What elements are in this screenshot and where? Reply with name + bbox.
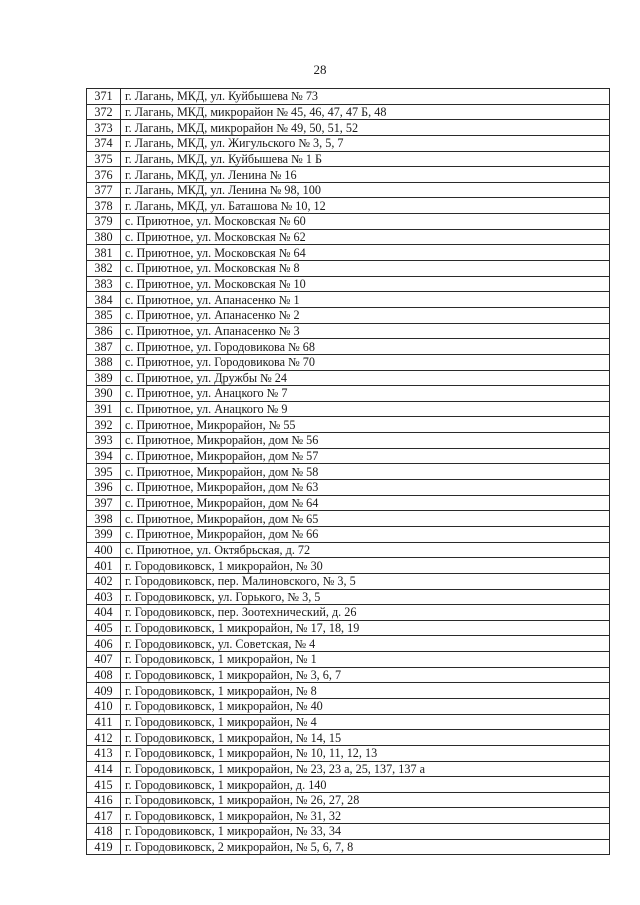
row-number: 396	[87, 480, 121, 496]
row-number: 412	[87, 730, 121, 746]
address-table-body	[87, 89, 610, 855]
address-cell: г. Городовиковск, 1 микрорайон, № 23, 23 а, 25, 137, 137 а	[121, 761, 610, 777]
table-row	[87, 792, 610, 808]
table-row	[87, 698, 610, 714]
row-number: 381	[87, 245, 121, 261]
row-number: 392	[87, 417, 121, 433]
row-number: 407	[87, 652, 121, 668]
row-number: 378	[87, 198, 121, 214]
address-cell: г. Городовиковск, 1 микрорайон, № 30	[121, 558, 610, 574]
row-number: 371	[87, 89, 121, 105]
address-cell: г. Городовиковск, 1 микрорайон, д. 140	[121, 777, 610, 793]
table-row	[87, 417, 610, 433]
address-cell: г. Городовиковск, 1 микрорайон, № 1	[121, 652, 610, 668]
row-number: 393	[87, 433, 121, 449]
table-row	[87, 354, 610, 370]
table-row	[87, 292, 610, 308]
address-cell: г. Городовиковск, 1 микрорайон, № 8	[121, 683, 610, 699]
address-cell: г. Городовиковск, 1 микрорайон, № 26, 27, 28	[121, 792, 610, 808]
table-row	[87, 167, 610, 183]
table-row	[87, 182, 610, 198]
row-number: 376	[87, 167, 121, 183]
address-cell: с. Приютное, ул. Дружбы № 24	[121, 370, 610, 386]
address-cell: г. Лагань, МКД, ул. Ленина № 98, 100	[121, 182, 610, 198]
address-cell: г. Городовиковск, ул. Горького, № 3, 5	[121, 589, 610, 605]
row-number: 418	[87, 824, 121, 840]
table-row	[87, 245, 610, 261]
table-row	[87, 120, 610, 136]
row-number: 404	[87, 605, 121, 621]
table-row	[87, 636, 610, 652]
row-number: 386	[87, 323, 121, 339]
address-cell: с. Приютное, ул. Московская № 10	[121, 276, 610, 292]
row-number: 410	[87, 698, 121, 714]
row-number: 391	[87, 401, 121, 417]
address-cell: с. Приютное, ул. Апанасенко № 3	[121, 323, 610, 339]
table-row	[87, 135, 610, 151]
table-row	[87, 808, 610, 824]
table-row	[87, 558, 610, 574]
table-row	[87, 761, 610, 777]
row-number: 389	[87, 370, 121, 386]
address-cell: с. Приютное, ул. Анацкого № 9	[121, 401, 610, 417]
row-number: 374	[87, 135, 121, 151]
row-number: 377	[87, 182, 121, 198]
address-cell: г. Городовиковск, 1 микрорайон, № 4	[121, 714, 610, 730]
table-row	[87, 198, 610, 214]
address-cell: г. Лагань, МКД, ул. Куйбышева № 1 Б	[121, 151, 610, 167]
row-number: 383	[87, 276, 121, 292]
table-row	[87, 605, 610, 621]
address-table	[86, 88, 610, 855]
row-number: 385	[87, 307, 121, 323]
table-row	[87, 542, 610, 558]
table-row	[87, 824, 610, 840]
row-number: 388	[87, 354, 121, 370]
address-cell: с. Приютное, Микрорайон, дом № 64	[121, 495, 610, 511]
table-row	[87, 480, 610, 496]
address-cell: г. Лагань, МКД, ул. Ленина № 16	[121, 167, 610, 183]
address-cell: с. Приютное, ул. Анацкого № 7	[121, 386, 610, 402]
table-row	[87, 214, 610, 230]
row-number: 398	[87, 511, 121, 527]
table-row	[87, 683, 610, 699]
address-cell: с. Приютное, Микрорайон, дом № 66	[121, 526, 610, 542]
row-number: 411	[87, 714, 121, 730]
address-cell: г. Городовиковск, 1 микрорайон, № 40	[121, 698, 610, 714]
address-cell: с. Приютное, ул. Октябрьская, д. 72	[121, 542, 610, 558]
row-number: 409	[87, 683, 121, 699]
address-cell: г. Лагань, МКД, микрорайон № 45, 46, 47, 47 Б, 48	[121, 104, 610, 120]
table-row	[87, 151, 610, 167]
address-cell: г. Городовиковск, 1 микрорайон, № 3, 6, 7	[121, 667, 610, 683]
address-cell: г. Лагань, МКД, ул. Жигульского № 3, 5, 7	[121, 135, 610, 151]
table-row	[87, 652, 610, 668]
row-number: 379	[87, 214, 121, 230]
row-number: 399	[87, 526, 121, 542]
address-cell: с. Приютное, Микрорайон, № 55	[121, 417, 610, 433]
table-row	[87, 464, 610, 480]
address-cell: г. Городовиковск, 2 микрорайон, № 5, 6, 7, 8	[121, 839, 610, 855]
table-row	[87, 730, 610, 746]
table-row	[87, 573, 610, 589]
table-row	[87, 839, 610, 855]
table-row	[87, 401, 610, 417]
address-cell: с. Приютное, Микрорайон, дом № 63	[121, 480, 610, 496]
address-cell: г. Городовиковск, 1 микрорайон, № 14, 15	[121, 730, 610, 746]
row-number: 384	[87, 292, 121, 308]
address-cell: г. Городовиковск, 1 микрорайон, № 33, 34	[121, 824, 610, 840]
row-number: 382	[87, 261, 121, 277]
row-number: 372	[87, 104, 121, 120]
address-cell: с. Приютное, Микрорайон, дом № 56	[121, 433, 610, 449]
row-number: 417	[87, 808, 121, 824]
row-number: 397	[87, 495, 121, 511]
address-cell: с. Приютное, ул. Московская № 62	[121, 229, 610, 245]
row-number: 394	[87, 448, 121, 464]
table-row	[87, 261, 610, 277]
table-row	[87, 511, 610, 527]
row-number: 387	[87, 339, 121, 355]
row-number: 415	[87, 777, 121, 793]
row-number: 380	[87, 229, 121, 245]
row-number: 390	[87, 386, 121, 402]
row-number: 408	[87, 667, 121, 683]
address-cell: с. Приютное, Микрорайон, дом № 57	[121, 448, 610, 464]
address-cell: г. Городовиковск, пер. Зоотехнический, д. 26	[121, 605, 610, 621]
row-number: 401	[87, 558, 121, 574]
address-cell: г. Лагань, МКД, ул. Баташова № 10, 12	[121, 198, 610, 214]
table-row	[87, 104, 610, 120]
page-number: 28	[313, 62, 327, 77]
address-cell: с. Приютное, ул. Апанасенко № 2	[121, 307, 610, 323]
row-number: 400	[87, 542, 121, 558]
address-cell: с. Приютное, ул. Апанасенко № 1	[121, 292, 610, 308]
table-row	[87, 667, 610, 683]
address-cell: с. Приютное, Микрорайон, дом № 58	[121, 464, 610, 480]
row-number: 416	[87, 792, 121, 808]
table-row	[87, 323, 610, 339]
table-row	[87, 433, 610, 449]
table-row	[87, 276, 610, 292]
table-row	[87, 386, 610, 402]
table-row	[87, 339, 610, 355]
address-cell: г. Лагань, МКД, ул. Куйбышева № 73	[121, 89, 610, 105]
row-number: 405	[87, 620, 121, 636]
table-row	[87, 307, 610, 323]
table-row	[87, 495, 610, 511]
address-cell: г. Городовиковск, пер. Малиновского, № 3, 5	[121, 573, 610, 589]
row-number: 395	[87, 464, 121, 480]
table-row	[87, 777, 610, 793]
table-row	[87, 620, 610, 636]
address-cell: с. Приютное, ул. Городовикова № 70	[121, 354, 610, 370]
address-cell: с. Приютное, Микрорайон, дом № 65	[121, 511, 610, 527]
table-row	[87, 89, 610, 105]
row-number: 373	[87, 120, 121, 136]
table-row	[87, 229, 610, 245]
table-row	[87, 526, 610, 542]
table-row	[87, 745, 610, 761]
row-number: 406	[87, 636, 121, 652]
row-number: 414	[87, 761, 121, 777]
row-number: 402	[87, 573, 121, 589]
address-cell: г. Лагань, МКД, микрорайон № 49, 50, 51, 52	[121, 120, 610, 136]
table-row	[87, 589, 610, 605]
table-row	[87, 370, 610, 386]
row-number: 419	[87, 839, 121, 855]
address-cell: с. Приютное, ул. Московская № 60	[121, 214, 610, 230]
address-cell: г. Городовиковск, ул. Советская, № 4	[121, 636, 610, 652]
address-cell: с. Приютное, ул. Московская № 64	[121, 245, 610, 261]
row-number: 403	[87, 589, 121, 605]
table-row	[87, 714, 610, 730]
address-cell: с. Приютное, ул. Московская № 8	[121, 261, 610, 277]
table-row	[87, 448, 610, 464]
address-cell: с. Приютное, ул. Городовикова № 68	[121, 339, 610, 355]
address-cell: г. Городовиковск, 1 микрорайон, № 31, 32	[121, 808, 610, 824]
row-number: 413	[87, 745, 121, 761]
row-number: 375	[87, 151, 121, 167]
address-cell: г. Городовиковск, 1 микрорайон, № 17, 18, 19	[121, 620, 610, 636]
address-cell: г. Городовиковск, 1 микрорайон, № 10, 11, 12, 13	[121, 745, 610, 761]
